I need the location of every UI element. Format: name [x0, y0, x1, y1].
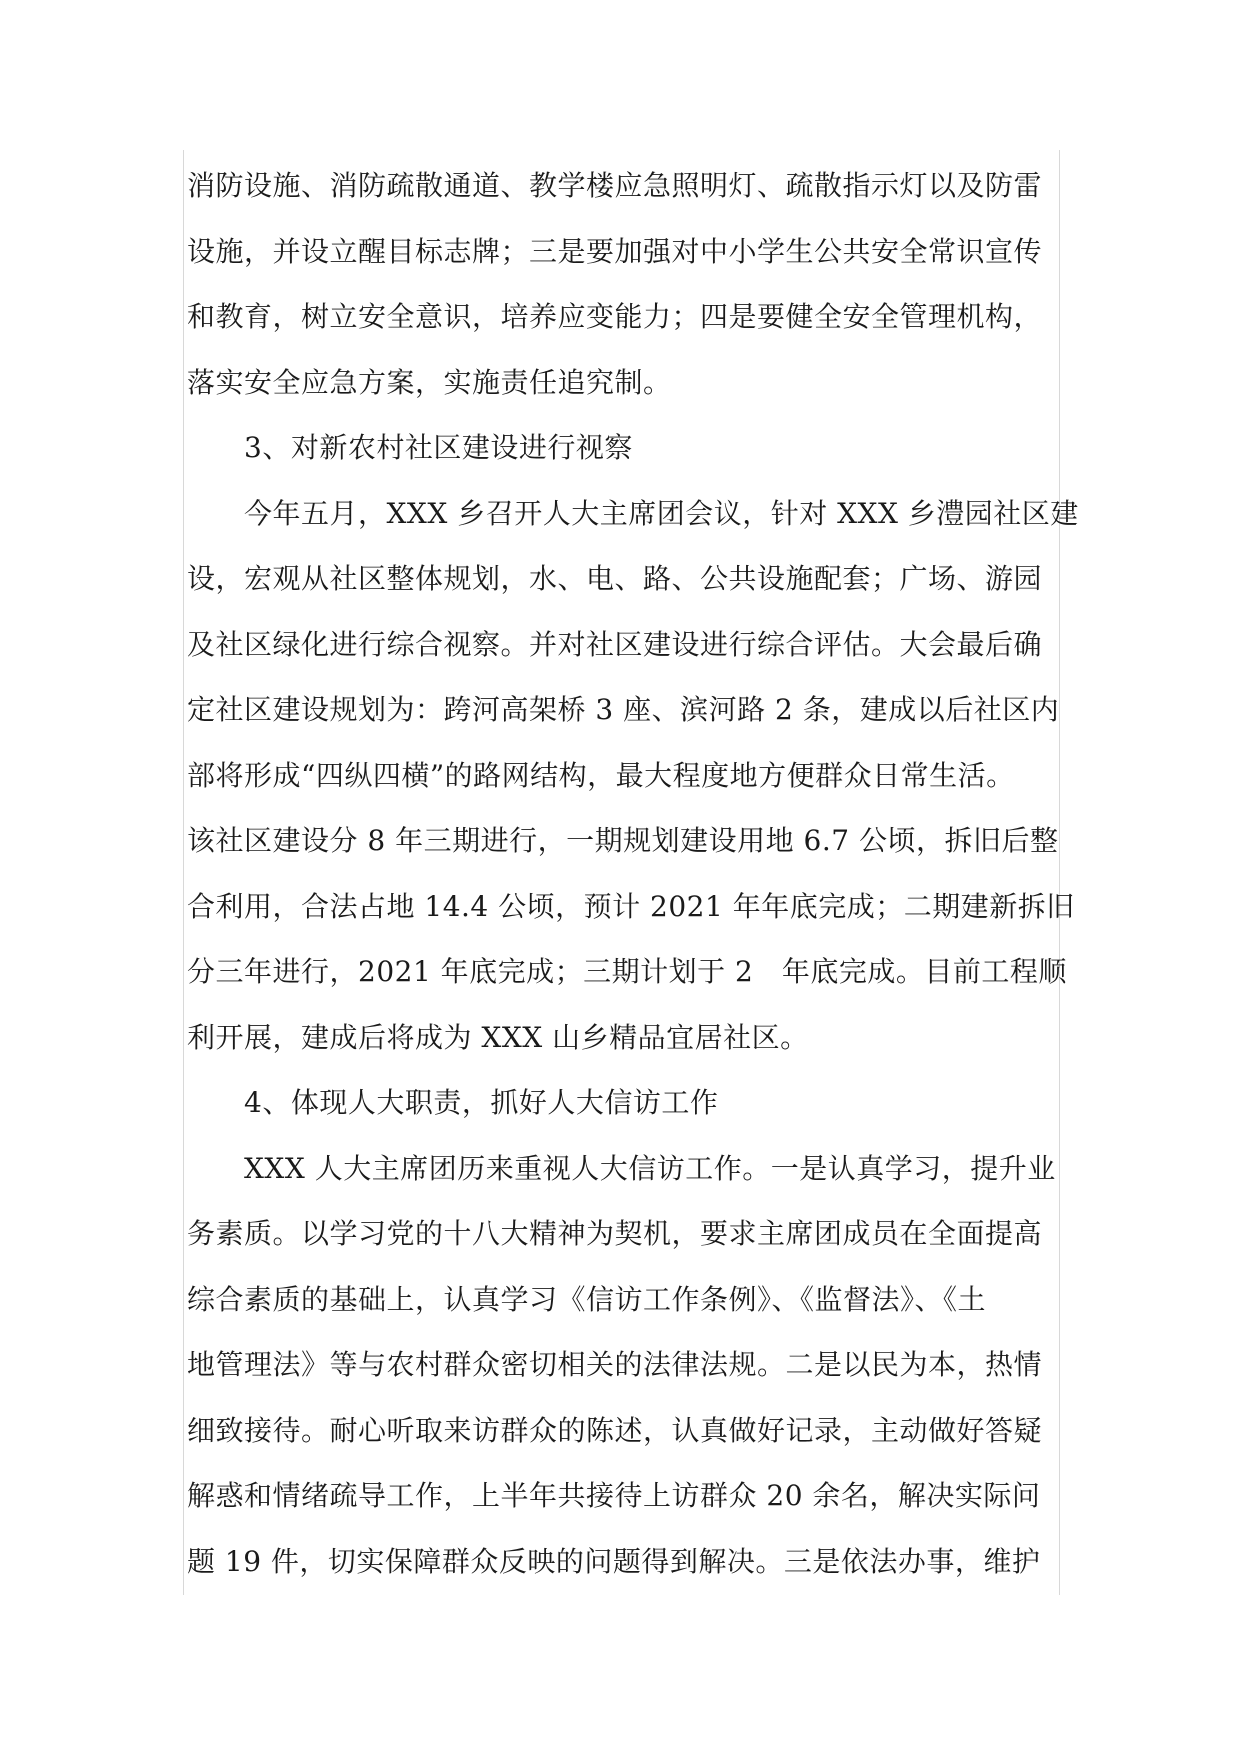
left-margin-line — [183, 150, 184, 1595]
text-line: 该社区建设分 8 年三期进行，一期规划建设用地 6.7 公顷，拆旧后整 — [187, 824, 1059, 857]
text-line: 部将形成“四纵四横”的路网结构，最大程度地方便群众日常生活。 — [187, 758, 1015, 792]
text-line: 消防设施、消防疏散通道、教学楼应急照明灯、疏散指示灯以及防雷 — [187, 169, 1043, 202]
text-line: 设施，并设立醒目标志牌；三是要加强对中小学生公共安全常识宣传 — [187, 234, 1043, 268]
text-line: 及社区绿化进行综合视察。并对社区建设进行综合评估。大会最后确 — [187, 627, 1043, 661]
text-line: 地管理法》等与农村群众密切相关的法律法规。二是以民为本，热情 — [187, 1348, 1043, 1381]
text-line: 细致接待。耐心听取来访群众的陈述，认真做好记录，主动做好答疑 — [187, 1413, 1043, 1447]
text-line: 设，宏观从社区整体规划，水、电、路、公共设施配套；广场、游园 — [187, 562, 1043, 595]
text-line: 合利用，合法占地 14.4 公顷，预计 2021 年年底完成；二期建新拆旧 — [187, 889, 1075, 923]
text-line: 和教育，树立安全意识，培养应变能力；四是要健全安全管理机构， — [187, 300, 1043, 333]
text-line: 落实安全应急方案，实施责任追究制。 — [187, 365, 672, 399]
text-line: 题 19 件，切实保障群众反映的问题得到解决。三是依法办事，维护 — [187, 1544, 1041, 1578]
text-line: 定社区建设规划为：跨河高架桥 3 座、滨河路 2 条，建成以后社区内 — [187, 693, 1060, 726]
text-line: 务素质。以学习党的十八大精神为契机，要求主席团成员在全面提高 — [187, 1217, 1043, 1250]
body-text — [187, 153, 1079, 1594]
section-heading-3: 3、对新农村社区建设进行视察 — [244, 431, 633, 464]
text-line: 分三年进行，2021 年底完成；三期计划于 2 年底完成。目前工程顺 — [187, 955, 1067, 988]
text-line: 综合素质的基础上，认真学习《信访工作条例》、《监督法》、《土 — [187, 1282, 987, 1316]
section-heading-4: 4、体现人大职责，抓好人大信访工作 — [244, 1086, 719, 1119]
paragraph-start: 今年五月，XXX 乡召开人大主席团会议，针对 XXX 乡澧园社区建 — [244, 496, 1079, 530]
text-line: 解惑和情绪疏导工作，上半年共接待上访群众 20 余名，解决实际问 — [187, 1479, 1041, 1512]
text-line: 利开展，建成后将成为 XXX 山乡精品宜居社区。 — [187, 1020, 809, 1054]
paragraph-start: XXX 人大主席团历来重视人大信访工作。一是认真学习，提升业 — [244, 1151, 1056, 1185]
